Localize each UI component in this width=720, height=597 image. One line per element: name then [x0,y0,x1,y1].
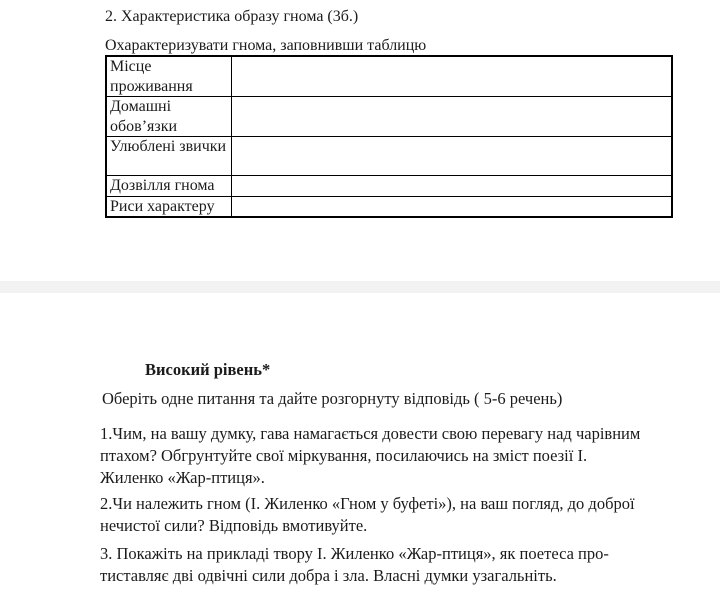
row-value-cell [231,97,672,137]
question-1 [100,423,640,488]
high-level-heading: Високий рівень* [145,360,271,379]
table-row [106,97,672,137]
question-line: 3. Покажіть на прикладі твору І. Жиленко «Жар-птиця», як поетеса про- [100,544,609,563]
table-row [106,176,672,197]
table-row [106,196,672,217]
question-line: 1.Чим, на вашу думку, гава намагається довести свою перевагу над чарівним [100,424,641,443]
question-line: Жиленко «Жар-птиця». [100,467,265,487]
task-number-title: 2. Характеристика образу гнома (3б.) [105,8,359,25]
row-label: Улюблені звички [106,137,231,176]
question-line: нечистої сили? Відповідь вмотивуйте. [100,515,368,535]
row-value-cell [231,137,672,176]
row-value-cell [231,56,672,97]
table-row [106,56,672,97]
question-2 [100,493,635,537]
row-label: Дозвілля гнома [106,176,231,197]
question-line: 2.Чи належить гном (І. Жиленко «Гном у буфеті»), на ваш погляд, до доброї [100,494,635,513]
row-label: Риси характеру [106,196,231,217]
characteristics-table [105,55,673,218]
question-3 [100,543,609,587]
table-row [106,137,672,176]
row-value-cell [231,196,672,217]
row-label: Домашні обов’язки [106,97,231,137]
table-caption: Охарактеризувати гнома, заповнивши таблицю [105,37,427,54]
page-separator [0,281,720,293]
question-line: тиставляє дві одвічні сили добра і зла. Власні думки узагальніть. [100,565,557,585]
row-label: Місце проживання [106,56,231,97]
row-value-cell [231,176,672,197]
choose-question-instruction: Оберіть одне питання та дайте розгорнуту відповідь ( 5-6 речень) [102,389,563,408]
question-line: птахом? Обгрунтуйте свої міркування, посилаючись на зміст поезії І. [100,445,588,465]
